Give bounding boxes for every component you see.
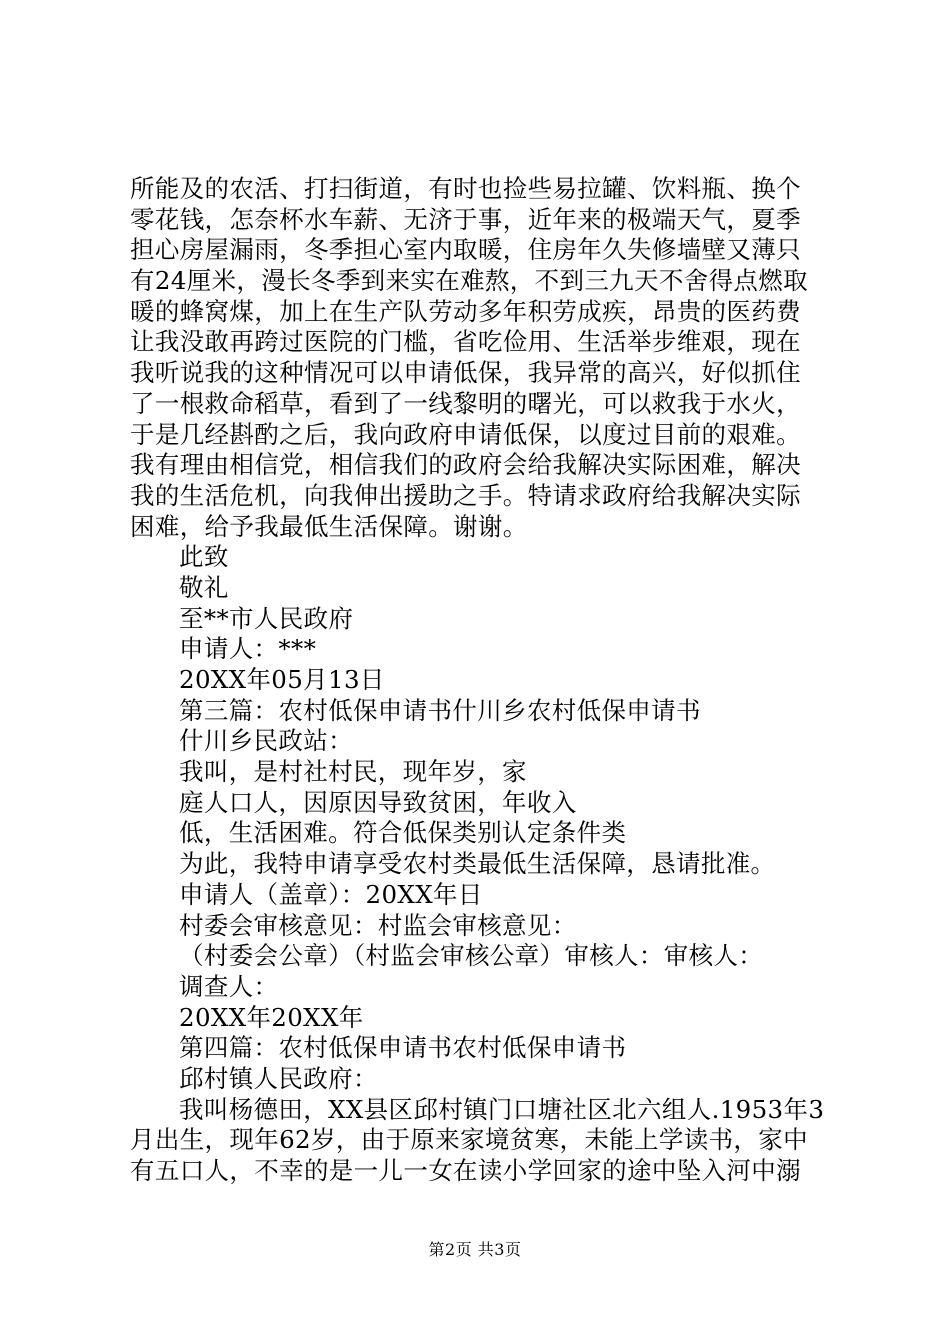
text-line: 我听说我的这种情况可以申请低保，我异常的高兴，好似抓住	[130, 358, 801, 388]
text-line: 我叫，是村社村民，现年岁，家	[179, 757, 527, 787]
text-line: 20XX年05月13日	[179, 665, 385, 694]
text-line: 申请人（盖章）：20XX年日	[179, 879, 483, 909]
text-line: 我有理由相信党，相信我们的政府会给我解决实际困难，解决	[130, 450, 801, 480]
text-line: 村委会审核意见：村监会审核意见：	[179, 910, 577, 940]
text-line: 为此，我特申请享受农村类最低生活保障，恳请批准。	[179, 849, 776, 879]
text-line: 调查人：	[179, 971, 279, 1001]
text-line: 于是几经斟酌之后，我向政府申请低保，以度过目前的艰难。	[130, 419, 801, 449]
text-line: 让我没敢再跨过医院的门槛，省吃俭用、生活举步维艰，现在	[130, 327, 801, 357]
text-line: 第三篇：农村低保申请书什川乡农村低保申请书	[179, 695, 701, 725]
text-line: 庭人口人，因原因导致贫困，年收入	[179, 787, 577, 817]
text-line: 有24厘米，漫长冬季到来实在难熬，不到三九天不舍得点燃取	[130, 266, 808, 296]
text-line: 困难，给予我最低生活保障。谢谢。	[130, 511, 528, 541]
text-line: 我的生活危机，向我伸出援助之手。特请求政府给我解决实际	[130, 480, 801, 510]
text-line: 低，生活困难。符合低保类别认定条件类	[179, 818, 627, 848]
text-line: 有五口人，不幸的是一儿一女在读小学回家的途中坠入河中溺	[130, 1156, 801, 1185]
text-line: 暖的蜂窝煤，加上在生产队劳动多年积劳成疾，昂贵的医药费	[130, 296, 801, 326]
text-line: 至**市人民政府	[179, 603, 354, 633]
text-line: 邱村镇人民政府：	[179, 1063, 378, 1093]
text-line: 什川乡民政站：	[179, 726, 353, 756]
document-body	[130, 174, 830, 1187]
text-line: 20XX年20XX年	[179, 1002, 364, 1032]
text-line: 零花钱，怎奈杯水车薪、无济于事，近年来的极端天气，夏季	[130, 204, 801, 234]
text-line: 担心房屋漏雨，冬季担心室内取暖，住房年久失修墙壁又薄只	[130, 235, 801, 265]
text-line: 申请人：***	[179, 634, 317, 664]
text-line: 我叫杨德田，XX县区邱村镇门口塘社区北六组人.1953年3	[179, 1094, 825, 1124]
text-line: 月出生，现年62岁，由于原来家境贫寒，未能上学读书，家中	[130, 1125, 808, 1155]
text-line: 此致	[179, 542, 229, 572]
text-line: 敬礼	[179, 572, 229, 602]
text-line: 第四篇：农村低保申请书农村低保申请书	[179, 1033, 627, 1063]
text-line: （村委会公章）（村监会审核公章）审核人：审核人：	[179, 941, 764, 971]
text-line: 了一根救命稻草，看到了一线黎明的曙光，可以救我于水火，	[130, 388, 801, 418]
page-footer: 第2页 共3页	[428, 1240, 522, 1259]
text-line: 所能及的农活、打扫街道，有时也捡些易拉罐、饮料瓶、换个	[130, 174, 801, 203]
